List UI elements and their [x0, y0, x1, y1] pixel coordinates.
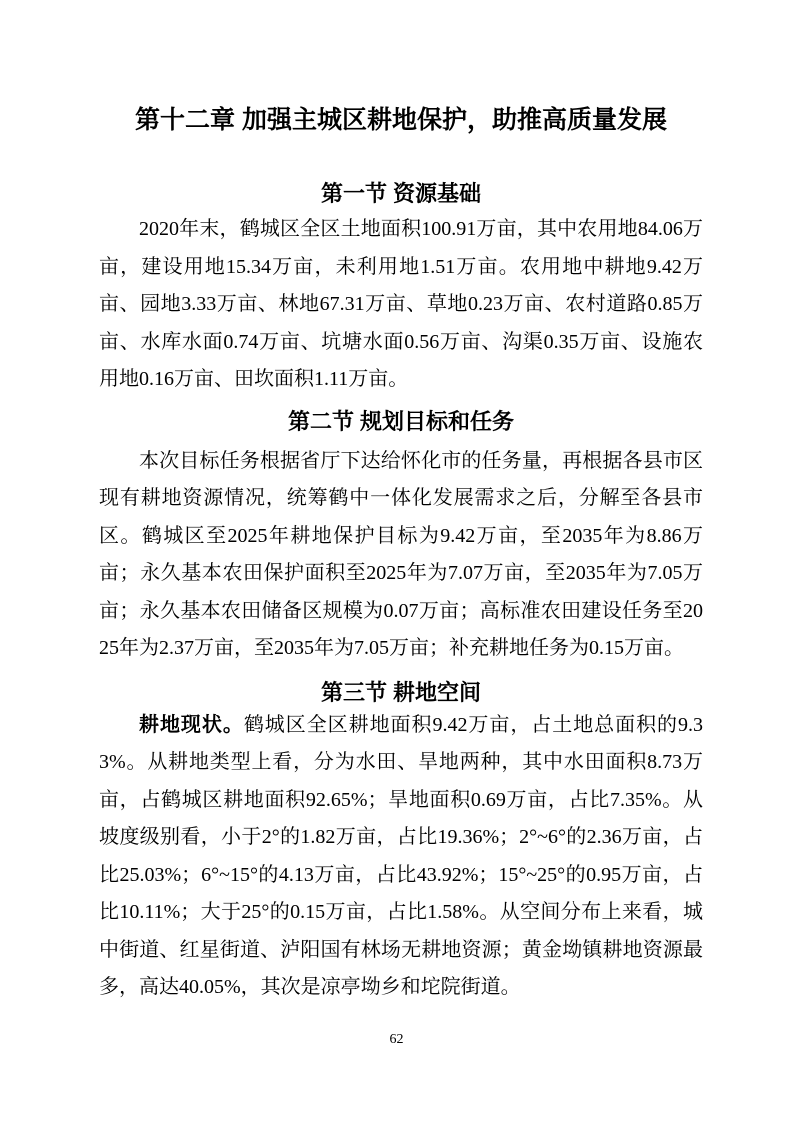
section-farmland-space: [99, 679, 703, 1007]
section-planning-goals: [99, 408, 703, 668]
chapter-title: 第十二章 加强主城区耕地保护，助推高质量发展: [135, 106, 667, 134]
page-content: [99, 0, 703, 1007]
section-1-paragraph: 2020年末，鹤城区全区土地面积100.91万亩，其中农用地84.06万亩，建设用地15.34万亩，未利用地1.51万亩。农用地中耕地9.42万亩、园地3.33万亩、林地67.31万亩、草地0.23万亩、农村道路0.85万亩、水库水面0.74万亩、坑塘水面0.56万亩、沟渠0.35万亩、设施农用地0.16万亩、田坎面积1.11万亩。: [99, 218, 703, 390]
paragraph-body-text: 鹤城区全区耕地面积9.42万亩，占土地总面积的9.33%。从耕地类型上看，分为水田、旱地两种，其中水田面积8.73万亩，占鹤城区耕地面积92.65%；旱地面积0.69万亩，占比7.35%。从坡度级别看，小于2°的1.82万亩，占比19.36%；2°~6°的2.36万亩，占比25.03%；6°~15°的4.13万亩，占比43.92%；15°~25°的0.95万亩，占比10.11%；大于25°的0.15万亩，占比1.58%。从空间分布上来看，城中街道、红星街道、泸阳国有林场无耕地资源；黄金坳镇耕地资源最多，高达40.05%，其次是凉亭坳乡和坨院街道。: [99, 713, 704, 998]
section-resource-base: [99, 180, 703, 399]
section-1-heading: 第一节 资源基础: [320, 181, 482, 206]
section-2-paragraph: 本次目标任务根据省厅下达给怀化市的任务量，再根据各县市区现有耕地资源情况，统筹鹤中一体化发展需求之后，分解至各县市区。鹤城区至2025年耕地保护目标为9.42万亩，至2035年为8.86万亩；永久基本农田保护面积至2025年为7.07万亩，至2035年为7.05万亩；永久基本农田储备区规模为0.07万亩；高标准农田建设任务至2025年为2.37万亩，至2035年为7.05万亩；补充耕地任务为0.15万亩。: [99, 449, 703, 659]
page-number: 62: [389, 1032, 404, 1047]
paragraph-bold-lead: 耕地现状。: [139, 713, 244, 736]
section-3-paragraph: [99, 707, 703, 1007]
section-2-heading: 第二节 规划目标和任务: [287, 408, 515, 434]
section-3-heading: 第三节 耕地空间: [320, 679, 482, 705]
